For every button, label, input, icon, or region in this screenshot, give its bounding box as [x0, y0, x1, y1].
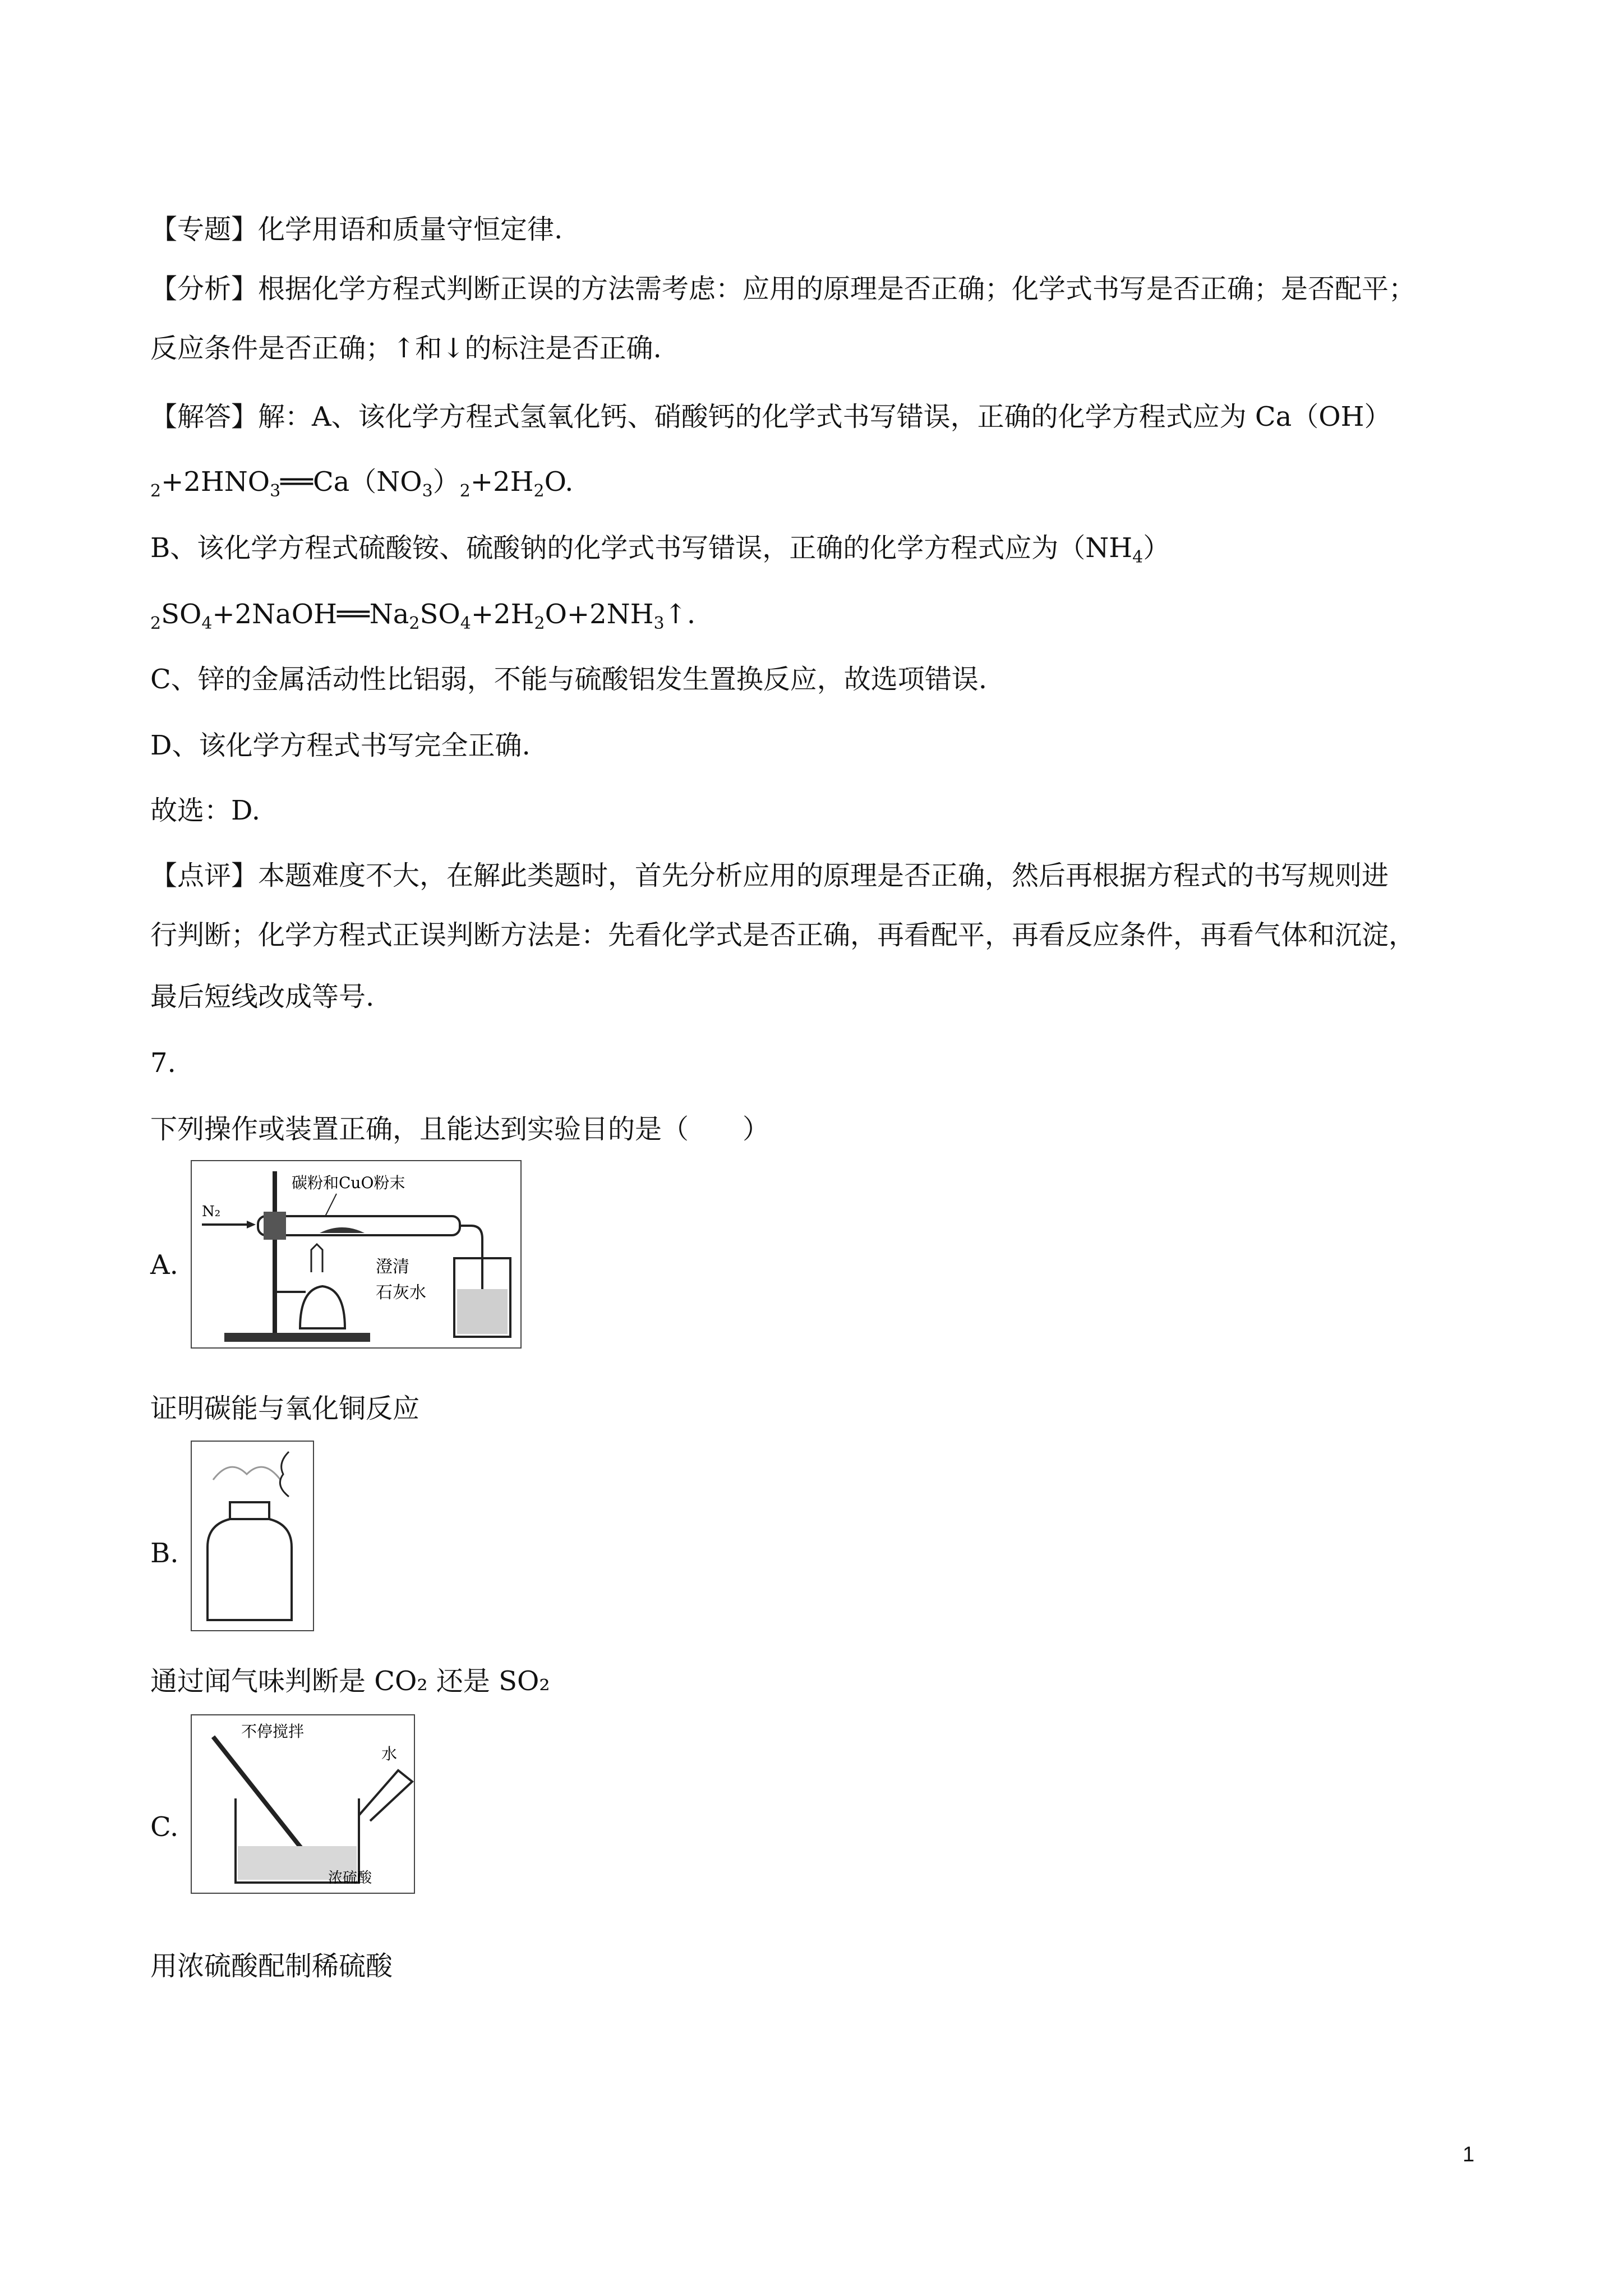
- analysis-line-2: 反应条件是否正确；↑和↓的标注是否正确.: [150, 333, 662, 364]
- carbon-cuo-apparatus-illustration: [191, 1160, 522, 1349]
- equation-a: $_2+2HNO_3══Ca(NO_3)_2+2H_2O$.: [150, 466, 574, 501]
- answer-line-c: C、锌的金属活动性比铝弱，不能与硫酸铝发生置换反应，故选项错误.: [150, 664, 987, 695]
- apparatus-figure-a: [191, 1160, 522, 1349]
- option-b-letter: B.: [150, 1538, 179, 1569]
- smell-gas-jar-illustration: [191, 1441, 314, 1631]
- answer-line-b: B、该化学方程式硫酸铵、硫酸钠的化学式书写错误，正确的化学方程式应为$(NH_4)$: [150, 532, 1170, 567]
- n2-label: N₂: [202, 1203, 221, 1220]
- option-a-caption: 证明碳能与氧化铜反应: [150, 1393, 420, 1424]
- limewater-label-2: 石灰水: [376, 1283, 426, 1303]
- answer-choice: 故选：D.: [150, 795, 261, 826]
- dilute-sulfuric-acid-illustration: [191, 1714, 415, 1894]
- question-number: 7.: [150, 1047, 176, 1079]
- answer-line-1: 【解答】解：A、该化学方程式氢氧化钙、硝酸钙的化学式书写错误，正确的化学方程式应为 Ca（OH）: [150, 401, 1391, 432]
- reagent-label: 碳粉和CuO粉末: [292, 1174, 405, 1192]
- stir-label: 不停搅拌: [241, 1722, 305, 1741]
- apparatus-figure-c: [191, 1714, 415, 1894]
- question-text: 下列操作或装置正确，且能达到实验目的是（ ）: [150, 1114, 770, 1145]
- option-c-letter: C.: [150, 1811, 179, 1843]
- comment-line-1: 【点评】本题难度不大，在解此类题时，首先分析应用的原理是否正确，然后再根据方程式的书写规则进: [150, 860, 1389, 891]
- option-b-caption: 通过闻气味判断是 CO₂ 还是 SO₂: [150, 1665, 550, 1697]
- comment-line-2: 行判断；化学方程式正误判断方法是：先看化学式是否正确，再看配平，再看反应条件，再看气体和沉淀，: [150, 919, 1416, 951]
- topic-line: 【专题】化学用语和质量守恒定律.: [150, 214, 563, 245]
- equation-b: $_2SO_4+2NaOH══Na_2SO_4+2H_2O+2NH_3↑$.: [150, 599, 696, 633]
- acid-label: 浓硫酸: [328, 1870, 372, 1887]
- answer-line-d: D、该化学方程式书写完全正确.: [150, 730, 531, 761]
- page-number: 1: [1463, 2143, 1475, 2166]
- analysis-line-1: 【分析】根据化学方程式判断正误的方法需考虑：应用的原理是否正确；化学式书写是否正确；是否配平；: [150, 273, 1416, 305]
- limewater-label-1: 澄清: [376, 1257, 409, 1277]
- apparatus-figure-b: [191, 1441, 314, 1631]
- option-c-caption: 用浓硫酸配制稀硫酸: [150, 1950, 393, 1982]
- comment-line-3: 最后短线改成等号.: [150, 981, 375, 1013]
- option-a-letter: A.: [150, 1249, 178, 1281]
- water-label: 水: [381, 1745, 398, 1763]
